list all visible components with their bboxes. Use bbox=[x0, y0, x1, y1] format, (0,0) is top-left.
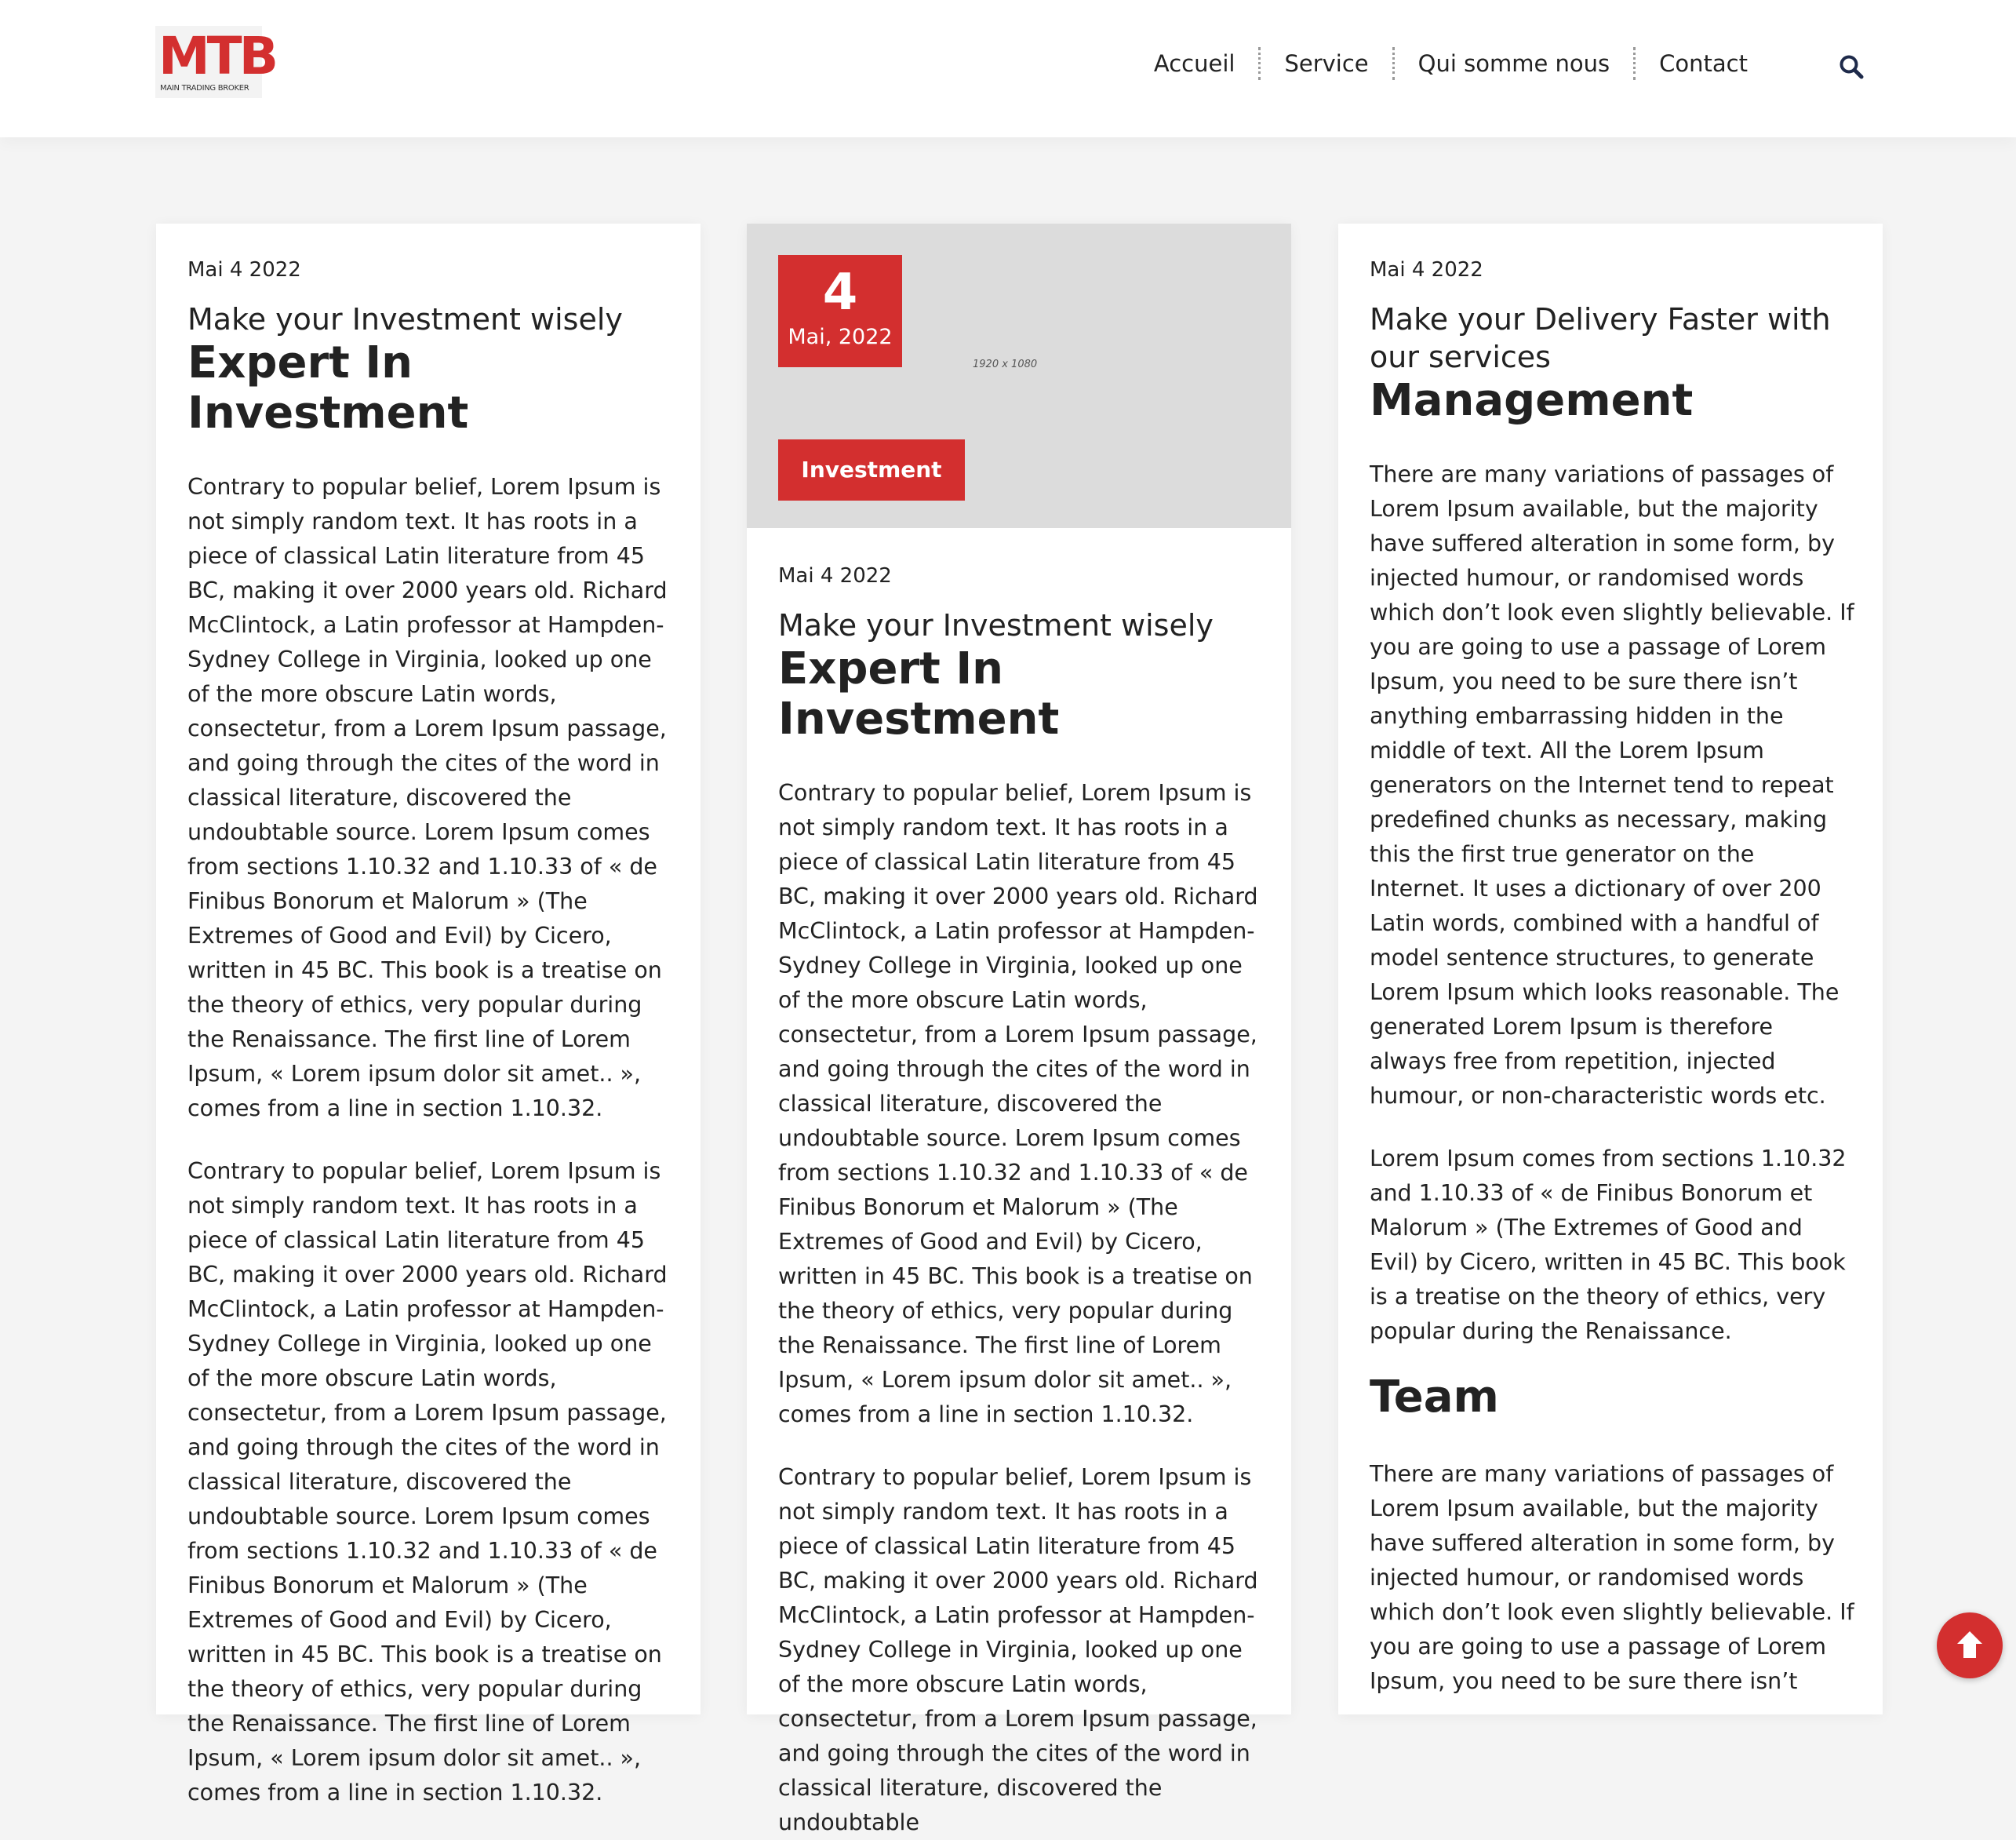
post-body bbox=[1370, 257, 1854, 1699]
post-paragraph: Contrary to popular belief, Lorem Ipsum is not simply random text. It has roots in a piece of classical Latin literature from 45 BC, making it over 2000 years old. Richard McClintock, a Latin professor at Hampden-Sydney College in Virginia, looked up one of the more obscure Latin words, consectetur, from a Lorem Ipsum passage, and going through the cites of the word in classical literature, discovered the undoubtable source. Lorem Ipsum comes from sections 1.10.32 and 1.10.33 of « de Finibus Bonorum et Malorum » (The Extremes of Good and Evil) by Cicero, written in 45 BC. This book is a treatise on the theory of ethics, very popular during the Renaissance. The first line of Lorem Ipsum, « Lorem ipsum dolor sit amet.. », comes from a line in section 1.10.32. bbox=[778, 780, 1258, 1427]
nav-service[interactable]: Service bbox=[1284, 50, 1369, 77]
post-image-placeholder[interactable] bbox=[747, 224, 1291, 528]
post-date: Mai 4 2022 bbox=[778, 564, 892, 588]
post-body bbox=[187, 257, 672, 1810]
arrow-up-icon bbox=[1954, 1628, 1985, 1661]
post-title[interactable]: Management bbox=[1370, 375, 1694, 426]
post-paragraph: Lorem Ipsum comes from sections 1.10.32 and 1.10.33 of « de Finibus Bonorum et Malorum » (The Extremes of Good and Evil) by Cicero, written in 45 BC. This book is a treatise on the theory of ethics, very popular during the Renaissance. bbox=[1370, 1146, 1847, 1344]
post-card-featured bbox=[747, 224, 1291, 1835]
section-title-team: Team bbox=[1370, 1372, 1499, 1423]
post-subtitle: Make your Investment wisely bbox=[778, 608, 1214, 643]
post-date: Mai 4 2022 bbox=[187, 258, 301, 282]
date-badge-month: Mai, 2022 bbox=[788, 325, 893, 349]
site-logo[interactable] bbox=[155, 26, 276, 98]
logo-tagline: MAIN TRADING BROKER bbox=[160, 84, 249, 93]
search-icon[interactable] bbox=[1838, 53, 1865, 80]
main-nav bbox=[1130, 47, 1771, 80]
post-body bbox=[778, 563, 1263, 1840]
date-badge bbox=[778, 255, 902, 367]
site-header bbox=[0, 0, 2016, 137]
post-paragraph: Contrary to popular belief, Lorem Ipsum is not simply random text. It has roots in a piece of classical Latin literature from 45 BC, making it over 2000 years old. Richard McClintock, a Latin professor at Hampden-Sydney College in Virginia, looked up one of the more obscure Latin words, consectetur, from a Lorem Ipsum passage, and going through the cites of the word in classical literature, discovered the undoubtable source. Lorem Ipsum comes from sections 1.10.32 and 1.10.33 of « de Finibus Bonorum et Malorum » (The Extremes of Good and Evil) by Cicero, written in 45 BC. This book is a treatise on the theory of ethics, very popular during the Renaissance. The first line of Lorem Ipsum, « Lorem ipsum dolor sit amet.. », comes from a line in section 1.10.32. bbox=[187, 1158, 668, 1805]
post-paragraph: Contrary to popular belief, Lorem Ipsum is not simply random text. It has roots in a piece of classical Latin literature from 45 BC, making it over 2000 years old. Richard McClintock, a Latin professor at Hampden-Sydney College in Virginia, looked up one of the more obscure Latin words, consectetur, from a Lorem Ipsum passage, and going through the cites of the word in classical literature, discovered the undoubtable source. Lorem Ipsum comes from sections 1.10.32 and 1.10.33 of « de Finibus Bonorum et Malorum » (The Extremes of Good and Evil) by Cicero, written in 45 BC. This book is a treatise on the theory of ethics, very popular during the Renaissance. The first line of Lorem Ipsum, « Lorem ipsum dolor sit amet.. », comes from a line in section 1.10.32. bbox=[187, 474, 668, 1121]
post-paragraph: There are many variations of passages of Lorem Ipsum available, but the majority have suffered alteration in some form, by injected humour, or randomised words which don’t look even slightly believable. If you are going to use a passage of Lorem Ipsum, you need to be sure there isn’t anything embarrassing hidden in the middle of text. All the Lorem Ipsum generators on the Internet tend to repeat predefined chunks as necessary, making this the first true generator on the Internet. It uses a dictionary of over 200 Latin words, combined with a handful of model sentence structures, to generate Lorem Ipsum which looks reasonable. The generated Lorem Ipsum is therefore always free from repetition, injected humour, or non-characteristic words etc. bbox=[1370, 461, 1854, 1109]
post-card bbox=[156, 224, 701, 1805]
post-paragraph: There are many variations of passages of Lorem Ipsum available, but the majority have suffered alteration in some form, by injected humour, or randomised words which don’t look even slightly believable. If you are going to use a passage of Lorem Ipsum, you need to be sure there isn’t bbox=[1370, 1461, 1854, 1694]
image-dimensions: 1920 x 1080 bbox=[973, 359, 1038, 370]
logo-mark: MTB bbox=[158, 26, 276, 86]
post-title[interactable]: Expert In Investment bbox=[187, 337, 469, 439]
nav-qui-somme-nous[interactable]: Qui somme nous bbox=[1417, 50, 1610, 77]
post-subtitle: Make your Delivery Faster with our services bbox=[1370, 302, 1831, 374]
nav-contact[interactable]: Contact bbox=[1659, 50, 1748, 77]
post-date: Mai 4 2022 bbox=[1370, 258, 1483, 282]
nav-accueil[interactable]: Accueil bbox=[1153, 50, 1235, 77]
post-card bbox=[1338, 224, 1883, 1714]
scroll-to-top-button[interactable] bbox=[1937, 1612, 2003, 1678]
post-title[interactable]: Expert In Investment bbox=[778, 643, 1060, 745]
post-subtitle: Make your Investment wisely bbox=[187, 302, 623, 337]
category-tag[interactable]: Investment bbox=[778, 439, 965, 501]
date-badge-day: 4 bbox=[822, 264, 858, 322]
post-paragraph: Contrary to popular belief, Lorem Ipsum is not simply random text. It has roots in a piece of classical Latin literature from 45 BC, making it over 2000 years old. Richard McClintock, a Latin professor at Hampden-Sydney College in Virginia, looked up one of the more obscure Latin words, consectetur, from a Lorem Ipsum passage, and going through the cites of the word in classical literature, discovered the undoubtable bbox=[778, 1464, 1258, 1835]
